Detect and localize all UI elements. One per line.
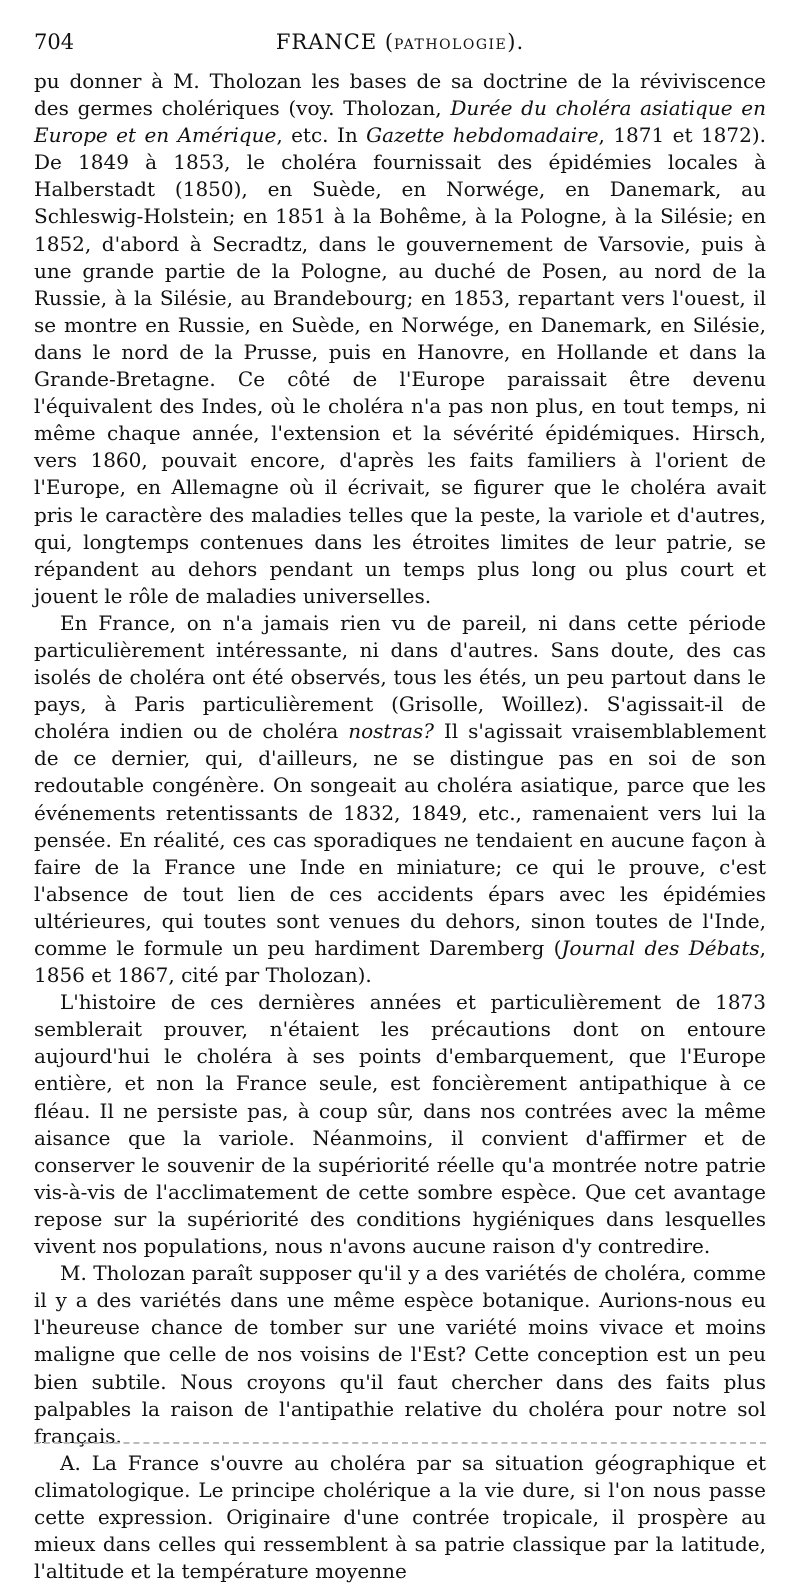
italic-text: Gazette hebdomadaire: [366, 123, 599, 148]
paragraph: [34, 989, 766, 1260]
running-title-close: ).: [507, 30, 525, 54]
paragraph: [34, 1450, 766, 1585]
text-run: M. Tholozan paraît supposer qu'il y a des variétés de choléra, comme il y a des variétés dans une même espèce botanique. Aurions-nous eu l'heureuse chance de tomber sur une variété moins vivace et moins maligne que celle de nos voisins de l'Est? Cette conception est un peu bien subtile. Nous croyons qu'il faut chercher dans des faits plus palpables la raison de l'antipathie relative du choléra pour notre sol français.: [34, 1261, 766, 1448]
italic-text: Journal des Débats: [561, 936, 760, 960]
italic-text: nostras?: [348, 719, 434, 744]
text-run: Il s'agissait vraisemblablement de ce dernier, qui, d'ailleurs, ne se distingue pas en soi de son redoutable congénère. On songeait au choléra asiatique, parce que les événements retentissants de 1832, 1849, etc., ramenaient vers lui la pensée. En réalité, ces cas sporadiques ne tendaient en aucune façon à faire de la France une Inde en miniature; ce qui le prouve, c'est l'absence de tout lien de ces accidents épars avec les épidémies ultérieures, qui toutes sont venues du dehors, sinon toutes de l'Inde, comme le formule un peu hardiment Daremberg (: [34, 719, 766, 960]
text-run: A. La France s'ouvre au choléra par sa situation géographique et climatologique. Le principe cholérique a la vie dure, si l'on nous passe cette expression. Originaire d'une contrée tropicale, il prospère au mieux dans celles qui ressemblent à sa patrie classique par la latitude, l'altitude et la température moyenne: [34, 1450, 766, 1584]
running-title: [34, 26, 766, 61]
text-run: L'histoire de ces dernières années et particulièrement de 1873 semblerait prouver, n'étaient les précautions dont on entoure aujourd'hui le choléra à ses points d'embarquement, que l'Europe entière, et non la France seule, est foncièrement antipathique à ce fléau. Il ne persiste pas, à coup sûr, dans nos contrées avec la même aisance que la variole. Néanmoins, il convient d'affirmer et de conserver le souvenir de la supériorité réelle qu'a montrée notre patrie vis-à-vis de l'acclimatement de cette sombre espèce. Que cet avantage repose sur la supériorité des conditions hygiéniques dans lesquelles vivent nos populations, nous n'avons aucune raison d'y contredire.: [34, 990, 766, 1259]
running-title-main: FRANCE (: [275, 30, 395, 54]
paragraph: [34, 68, 766, 610]
italic-text: Durée du choléra asiatique en Europe et en Amérique: [34, 96, 766, 148]
running-header: [34, 26, 766, 58]
text-run: , 1871 et 1872). De 1849 à 1853, le choléra fournissait des épidémies locales à Halberstadt (1850), en Suède, en Norwége, en Danemark, au Schleswig-Holstein; en 1851 à la Bohême, à la Pologne, à la Silésie; en 1852, d'abord à Secradtz, dans le gouvernement de Varsovie, puis à une grande partie de la Pologne, au duché de Posen, au nord de la Russie, à la Silésie, au Brandebourg; en 1853, repartant vers l'ouest, il se montre en Russie, en Suède, en Norwége, en Danemark, en Silésie, dans le nord de la Prusse, puis en Hanovre, en Hollande et dans la Grande-Bretagne. Ce côté de l'Europe paraissait être devenu l'équivalent des Indes, où le choléra n'a pas non plus, en tout temps, ni même chaque année, l'extension et la sévérité épidémiques. Hirsch, vers 1860, pouvait encore, d'après les faits familiers à l'orient de l'Europe, en Allemagne où il écrivait, se figurer que le choléra avait pris le caractère des maladies telles que la peste, la variole et d'autres, qui, longtemps contenues dans les étroites limites de leur patrie, se répandent au dehors pendant un temps plus long ou plus court et jouent le rôle de maladies universelles.: [34, 123, 767, 608]
running-title-subtitle: PATHOLOGIE: [394, 37, 508, 53]
body-text: [34, 68, 766, 1585]
paragraph: [34, 610, 766, 989]
page-number: 704: [34, 30, 75, 54]
text-run: , 1856 et 1867, cité par Tholozan).: [34, 936, 767, 988]
footer-rule: [34, 1442, 766, 1444]
text-run: , etc. In: [276, 123, 367, 148]
text-run: pu donner à M. Tholozan les bases de sa doctrine de la réviviscence des germes cholériques (voy. Tholozan,: [34, 69, 766, 121]
document-page: [34, 26, 766, 1585]
text-run: En France, on n'a jamais rien vu de pareil, ni dans cette période particulièrement intéressante, ni dans d'autres. Sans doute, des cas isolés de choléra ont été observés, tous les étés, un peu partout dans le pays, à Paris particulièrement (Grisolle, Woillez). S'agissait-il de choléra indien ou de choléra: [34, 610, 766, 744]
paragraph: [34, 1260, 766, 1450]
